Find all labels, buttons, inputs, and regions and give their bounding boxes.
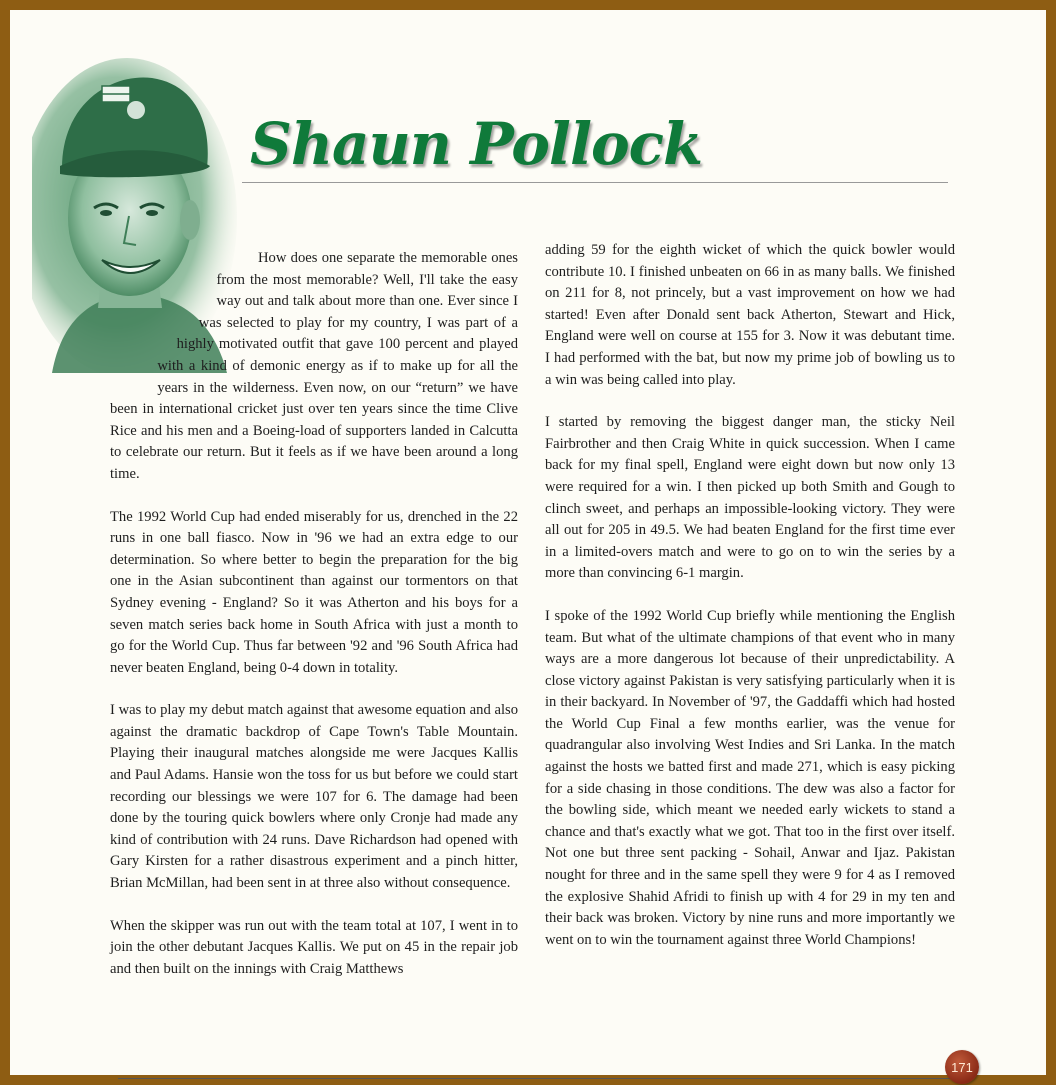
- paragraph: How does one separate the memorable ones from the most memorable? Well, I'll take the easy way out and talk about more than one. Ever since I was selected to play for my country, I was part of a highly motivated outfit that gave 100 percent and played with a kind of demonic energy as if to make up for all the years in the wilderness. Even now, on our “return” we have been in international cricket just over ten years since the time Clive Rice and his men and a Boeing-load of supporters landed in Calcutta to celebrate our return. But it feels as if we have been around a long time.: [110, 250, 518, 482]
- paragraph: adding 59 for the eighth wicket of which the quick bowler would contribute 10. I finished unbeaten on 66 in as many balls. We finished on 211 for 8, not princely, but a vast improvement on how we had started! Even after Donald sent back Atherton, Stewart and Hick, England were well on course at 155 for 3. Now it was debutant time. I had performed with the bat, but now my prime job of bowling us to a win was being called into play.: [545, 242, 955, 388]
- paragraph: I spoke of the 1992 World Cup briefly while mentioning the English team. But what of the ultimate champions of that event who in many ways are a more dangerous lot because of their unpredictability. A close victory against Pakistan is very satisfying particularly when it is in their backyard. In November of '97, the Gaddaffi which had hosted the World Cup Final a few months earlier, was the venue for quadrangular also involving West Indies and Sri Lanka. In the match against the hosts we batted first and made 271, which is easy picking for a side chasing in those conditions. The dew was also a factor for the bowling side, which meant we needed early wickets to stand a chance and that's exactly what we got. That too in the first over itself. Not one but three sent packing - Sohail, Anwar and Ijaz. Pakistan nought for three and in the same spell they were 9 for 4 as I removed the explosive Shahid Afridi to finish up with 4 for 29 in my ten and their back was broken. Victory by nine runs and more importantly we went on to win the tournament against three World Champions!: [545, 607, 955, 948]
- left-column: [110, 248, 518, 1001]
- title-underline: [242, 182, 948, 183]
- paragraph: When the skipper was run out with the team total at 107, I went in to join the other debutant Jacques Kallis. We put on 45 in the repair job and then built on the innings with Craig Matthews: [110, 917, 518, 977]
- footer-rule: [118, 1078, 950, 1079]
- paragraph: I started by removing the biggest danger man, the sticky Neil Fairbrother and then Craig White in quick succession. When I came back for my final spell, England were eight down but now only 13 were required for a win. I then picked up both Smith and Gough to clinch sweet, and perhaps an impossible-looking victory. They were all out for 205 in 49.5. We had beaten England for the first time ever in a limited-overs match and were to go on to win the series by a more than convincing 6-1 margin.: [545, 414, 955, 582]
- page-title: Shaun Pollock: [250, 110, 703, 178]
- right-column: [545, 240, 955, 972]
- title-block: [242, 110, 952, 200]
- paragraph: The 1992 World Cup had ended miserably for us, drenched in the 22 runs in one ball fiasco. Now in '96 we had an extra edge to our determination. So where better to begin the preparation for the big one in the Asian subcontinent than against our tormentors on that Sydney evening - England? So it was Atherton and his boys for a seven match series back home in South Africa with just a month to go for the World Cup. Thus far between '92 and '96 South Africa had never beaten England, being 0-4 down in totality.: [110, 508, 518, 676]
- page-number-badge: 171: [945, 1050, 979, 1084]
- paragraph: I was to play my debut match against that awesome equation and also against the dramatic backdrop of Cape Town's Table Mountain. Playing their inaugural matches alongside me were Jacques Kallis and Paul Adams. Hansie won the toss for us but before we could start recording our blessings we were 107 for 6. The damage had been done by the touring quick bowlers where only Cronje had made any kind of contribution with 24 runs. Dave Richardson had opened with Gary Kirsten for a rather disastrous experiment and a pinch hitter, Brian McMillan, had been sent in at three also without consequence.: [110, 702, 518, 892]
